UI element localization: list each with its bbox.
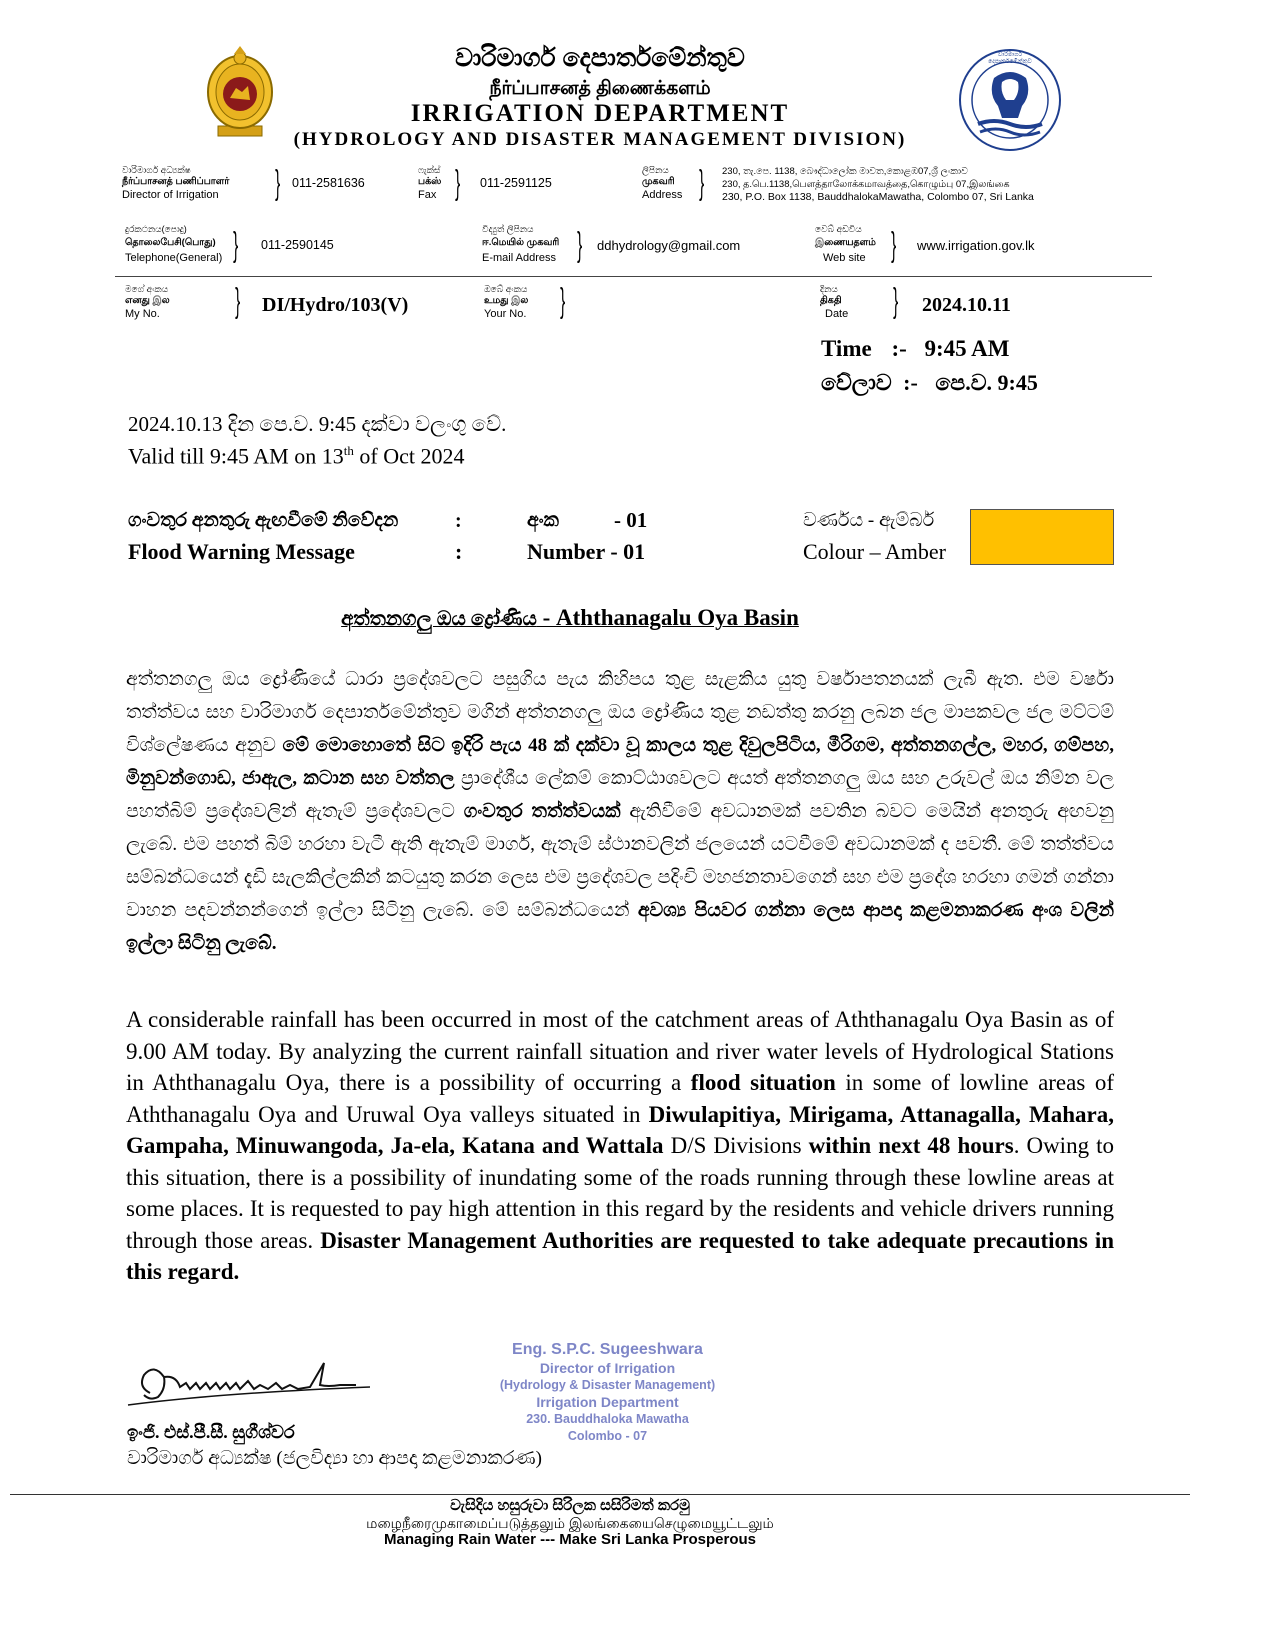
date-label-en: Date [825,308,849,320]
email-label-en: E-mail Address [482,252,556,264]
warning-label-si: ගංවතුර අනතුරු ඇඟවීමේ නිවේදන [128,510,399,531]
sri-lanka-emblem [200,42,280,142]
brace: } [560,282,566,320]
brace: } [233,226,239,264]
address-lines [722,165,1122,204]
validity-en-sup: th [343,443,354,458]
email-address: ddhydrology@gmail.com [597,238,741,253]
fax-label-ta: பக்ஸ் [418,176,442,187]
time-en [821,336,1009,362]
email-label [482,223,592,265]
validity-en-tail: of Oct 2024 [353,443,465,469]
signatory-title-si: වාරිමාර්ග අධ්‍යක්ෂ (ජලවිද්‍යා හා ආපදා කළමනාකරණ) [127,1448,542,1469]
email-label-ta: ஈ.மெயில் முகவரி [482,237,560,248]
address-line-en: 230, P.O. Box 1138, BauddhalokaMawatha, Colombo 07, Sri Lanka [722,191,1034,203]
para-si-bold3: අවශ්‍ය පියවර ගන්නා ලෙස ආපදා කළමනාකරණ අංශ වලින් ඉල්ලා සිටිනු ලැබේ. [126,900,1114,954]
validity-en-main: Valid till 9:45 AM on 13 [128,443,344,469]
basin-title-sep: - [536,605,557,630]
stamp-department: Irrigation Department [536,1394,679,1410]
time-label-si: වේලාව [821,370,892,395]
director-label-ta: நீர்ப்பாசனத் பணிப்பாளர் [122,176,230,187]
address-line-si: 230, තැ.පෙ. 1138, බෞද්ධාලෝක මාවත,කොළඹ07,ශ්‍රී ලංකාව [722,166,968,177]
para-si-part3: ඇතිවීමේ අවධානමක් පවතින බවට මෙයින් අනතුරු අඟවනු ලැබේ. එම පහත් බිම් හරහා වැටී ඇති ඇතැම් මාර්ග, ඇතැම් ස්ථානවලින් ජලයෙන් යටවීමේ අවධානමක් ද පවතී. මේ තත්ත්වය සම්බන්ධයෙන් දැඩි සැලකිල්ලකින් කටයුතු කරන ලෙස එම ප්‍රදේශවල පදිංචි මහජනතාවගෙන් සහ එම ප්‍රදේශ හරහා ගමන් ගන්නා වාහන පදවන්නන්ගෙන් ඉල්ලා සිටිනු ලැබේ. මේ සම්බන්ධයෙන් [126,801,1114,921]
basin-title [0,605,1140,631]
address-label [642,164,705,202]
fax-number: 011-2591125 [480,176,552,190]
my-no-label-en: My No. [125,308,160,320]
your-no-label-si: ඔබේ අංකය [484,284,528,294]
brace: } [455,164,461,202]
brace: } [893,282,899,320]
para-en-bold3: within next 48 hours [808,1133,1014,1158]
time-value-si: පෙ.ව. 9:45 [935,370,1038,395]
basin-title-si: අත්තනගලු ඔය ද්‍රෝණිය [341,608,537,630]
title-tamil: நீர்ப்பாசனத் திணைக்களம் [489,78,711,99]
email-label-si: විද්‍යුත් ලිපිනය [482,224,534,234]
stamp-address: 230. Bauddhaloka Mawatha [526,1412,689,1426]
telephone-label-si: දුරකථනය(පොදු) [125,224,187,234]
irrigation-dept-logo [958,48,1062,152]
director-label [122,165,282,202]
director-phone: 011-2581636 [292,176,365,190]
my-no-label-ta: எனது இல [125,295,170,306]
fax-label-si: ෆැක්ස් [418,165,441,175]
time-label: Time [821,336,872,361]
warning-number-si-value: - 01 [614,508,648,532]
para-en-part4: . Owing to this situation, there is a possibility of inundating some of the roads running through these lowline areas at some places. It is requested to pay high attention in this regard by the residents and vehicle drivers running through those areas. [126,1133,1114,1253]
footer-motto-ta: மழைநீரைமுகாமைப்படுத்தலும் இலங்கையைசெழுமையூட்டலும் [366,1515,774,1531]
telephone-label [125,223,265,265]
warning-number-si-label: අංක [527,510,559,531]
date-label [820,284,890,321]
website-label [815,223,895,265]
para-si-part1: අත්තනගලු ඔය ද්‍රෝණියේ ධාරා ප්‍රදේශවලට පසුගිය පැය කිහිපය තුළ සැළකිය යුතු වර්ෂාපතනයක් ලැබී ඇත. එම වර්ෂා තත්ත්වය සහ වාරිමාර්ග දෙපාර්තමේන්තුව මගින් අත්තනගලු ඔය ද්‍රෝණිය තුළ නඩත්තු කරනු ලබන ජල මාපකවල ජල මට්ටම් විශ්ලේෂණය අනුව [126,669,1114,756]
brace: } [275,164,281,202]
title-english: IRRIGATION DEPARTMENT [410,100,790,127]
footer-motto-en: Managing Rain Water --- Make Sri Lanka Prosperous [383,1531,757,1548]
time-value: 9:45 AM [924,336,1010,361]
your-no-label-ta: உமது இல [484,295,529,306]
warning-paragraph-si [126,663,1114,960]
date-label-si: දිනය [820,284,838,294]
my-no-label-si: මගේ අංකය [125,284,169,294]
colour-en: Colour – Amber [803,539,946,564]
fax-label [418,165,478,202]
address-line-ta: 230, த.பெ.1138,பௌத்தாலோக்கமாவத்தை,கொழும்பு 07,இலங்கை [722,179,1010,190]
telephone-label-ta: தொலைபேசி(பொது) [125,237,216,248]
validity-si: 2024.10.13 දින පෙ.ව. 9:45 දක්වා වලංගු වේ. [128,412,507,436]
para-en-bold1: flood situation [690,1070,836,1095]
director-label-en: Director of Irrigation [122,189,219,201]
address-label-si: ලිපිනය [642,165,669,175]
warning-sep-en: : [455,539,463,564]
para-si-bold2: ගංවතුර තත්ත්වයක් [463,801,621,822]
para-si-bold1: මේ මොහොතේ සිට ඉදිරි පැය 48 ක් දක්වා වූ කාලය තුළ දිවුලපිටිය, මීරිගම, අත්තනගල්ල, මහර, ගම්පහ, මිනුවන්ගොඩ, ජාඇල, කටාන සහ වත්තල [126,735,1114,789]
my-reference-number: DI/Hydro/103(V) [262,294,409,316]
footer-divider [10,1494,1190,1495]
warning-sep-si: : [455,510,462,532]
date-label-ta: திகதி [820,295,842,306]
validity-en [128,443,464,469]
colour-si: වර්ණය - ඇම්බර් [803,510,935,531]
signature [120,1355,390,1415]
para-si-part2: ප්‍රාදේශීය ලේකම් කොට්ඨාශවලට අයත් අත්තනගලු ඔය සහ උරුවල් ඔය නිම්න වල පහත්බිම් ප්‍රදේශවලින් ඇතැම් ප්‍රදේශවලට [126,768,1114,822]
fax-label-en: Fax [418,189,437,201]
brace: } [891,226,897,264]
basin-title-en: Aththanagalu Oya Basin [556,605,799,630]
website-label-ta: இணையதளம் [815,237,876,248]
director-label-si: වාරිමාර්ග අධ්‍යක්ෂ [122,165,191,175]
official-stamp [470,1340,745,1445]
address-label-en: Address [642,189,683,201]
time-separator: :- [891,336,907,361]
stamp-city: Colombo - 07 [567,1429,648,1443]
website-label-si: වෙබ් අඩවිය [815,224,862,234]
website-url: www.irrigation.gov.lk [917,238,1035,253]
para-en-part2: in some of lowline areas of Aththanagalu Oya and Uruwal Oya valleys situated in [126,1070,1114,1127]
brace: } [577,226,583,264]
telephone-number: 011-2590145 [261,238,334,252]
stamp-title: Director of Irrigation [539,1360,676,1376]
my-no-label [125,284,215,321]
warning-paragraph-en [126,1004,1114,1288]
para-en-part1: A considerable rainfall has been occurred in most of the catchment areas of Aththanagalu Oya Basin as of 9.00 AM today. By analyzing the current rainfall situation and river water levels of Hydrological Stations in Aththanagalu Oya, there is a possibility of occurring a [126,1007,1114,1095]
para-en-part3: D/S Divisions [663,1133,809,1158]
stamp-name: Eng. S.P.C. Sugeeshwara [512,1341,703,1358]
para-en-bold2: Diwulapitiya, Mirigama, Attanagalla, Mahara, Gampaha, Minuwangoda, Ja-ela, Katana and Wattala [126,1101,1114,1158]
letter-date: 2024.10.11 [922,294,1011,316]
brace: } [699,164,705,202]
logo-ring-text: වාරිමාර්ග දෙපාර්තමේන්තුව [988,52,1032,65]
warning-label-en: Flood Warning Message [128,539,355,564]
signatory-name-si: ඉංජි. එස්.පී.සී. සුගීශ්වර [127,1422,295,1442]
title-sinhala: වාරිමාර්ග දෙපාර්තමේන්තුව [455,44,745,72]
division-title: (HYDROLOGY AND DISASTER MANAGEMENT DIVISION) [293,129,907,150]
brace: } [235,282,241,320]
your-no-label-en: Your No. [484,308,527,320]
para-en-bold4: Disaster Management Authorities are requested to take adequate precautions in this regard. [126,1227,1115,1284]
stamp-division: (Hydrology & Disaster Management) [499,1378,716,1392]
warning-number-en: Number - 01 [527,539,646,564]
footer-motto-si: වැසිදිය හසුරුවා සිරිලක සසිරිමත් කරමු [450,1497,690,1514]
telephone-label-en: Telephone(General) [125,252,223,264]
header-divider [115,276,1152,277]
website-label-en: Web site [823,252,866,264]
amber-colour-swatch [970,509,1114,565]
time-separator-si: :- [903,370,918,395]
address-label-ta: முகவரி [642,176,675,187]
time-si [821,370,1038,396]
